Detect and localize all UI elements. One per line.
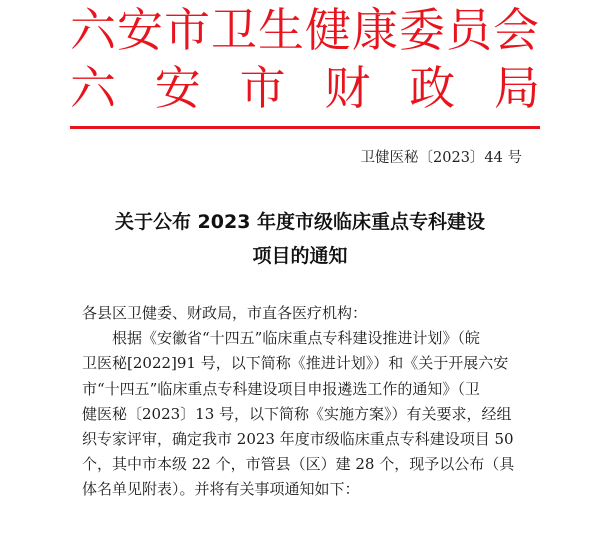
body-line: 市“十四五”临床重点专科建设项目申报遴选工作的通知》（卫 <box>82 379 480 398</box>
document-title-line-1: 关于公布 2023 年度市级临床重点专科建设 <box>114 211 486 233</box>
issuer-char: 安 <box>154 61 201 115</box>
issuer-char: 局 <box>493 61 540 115</box>
issuer-name-finance-bureau <box>70 60 540 116</box>
issuer-char: 政 <box>409 61 456 115</box>
body-line: 根据《安徽省“十四五”临床重点专科建设推进计划》（皖 <box>112 329 480 348</box>
issuer-char: 财 <box>324 61 371 115</box>
document-title-line-2: 项目的通知 <box>252 245 348 267</box>
body-line: 体名单见附表）。并将有关事项通知如下： <box>82 480 360 499</box>
body-line: 个，其中市本级 22 个，市管县（区）建 28 个，现予以公布（具 <box>82 455 515 474</box>
red-header-divider <box>70 126 540 129</box>
issuer-name-health-commission: 六安市卫生健康委员会 <box>70 3 540 57</box>
body-line: 织专家评审，确定我市 2023 年度市级临床重点专科建设项目 50 <box>82 430 514 449</box>
body-line: 健医秘〔2023〕13 号，以下简称《实施方案》）有关要求，经组 <box>82 404 512 423</box>
salutation: 各县区卫健委、财政局，市直各医疗机构： <box>82 304 368 322</box>
issuer-char: 六 <box>70 61 116 115</box>
body-line: 卫医秘[2022]91 号，以下简称《推进计划》）和《关于开展六安 <box>82 354 509 373</box>
document-number: 卫健医秘〔2023〕44 号 <box>360 150 522 166</box>
document-body <box>82 301 542 503</box>
issuer-char: 市 <box>239 61 286 115</box>
